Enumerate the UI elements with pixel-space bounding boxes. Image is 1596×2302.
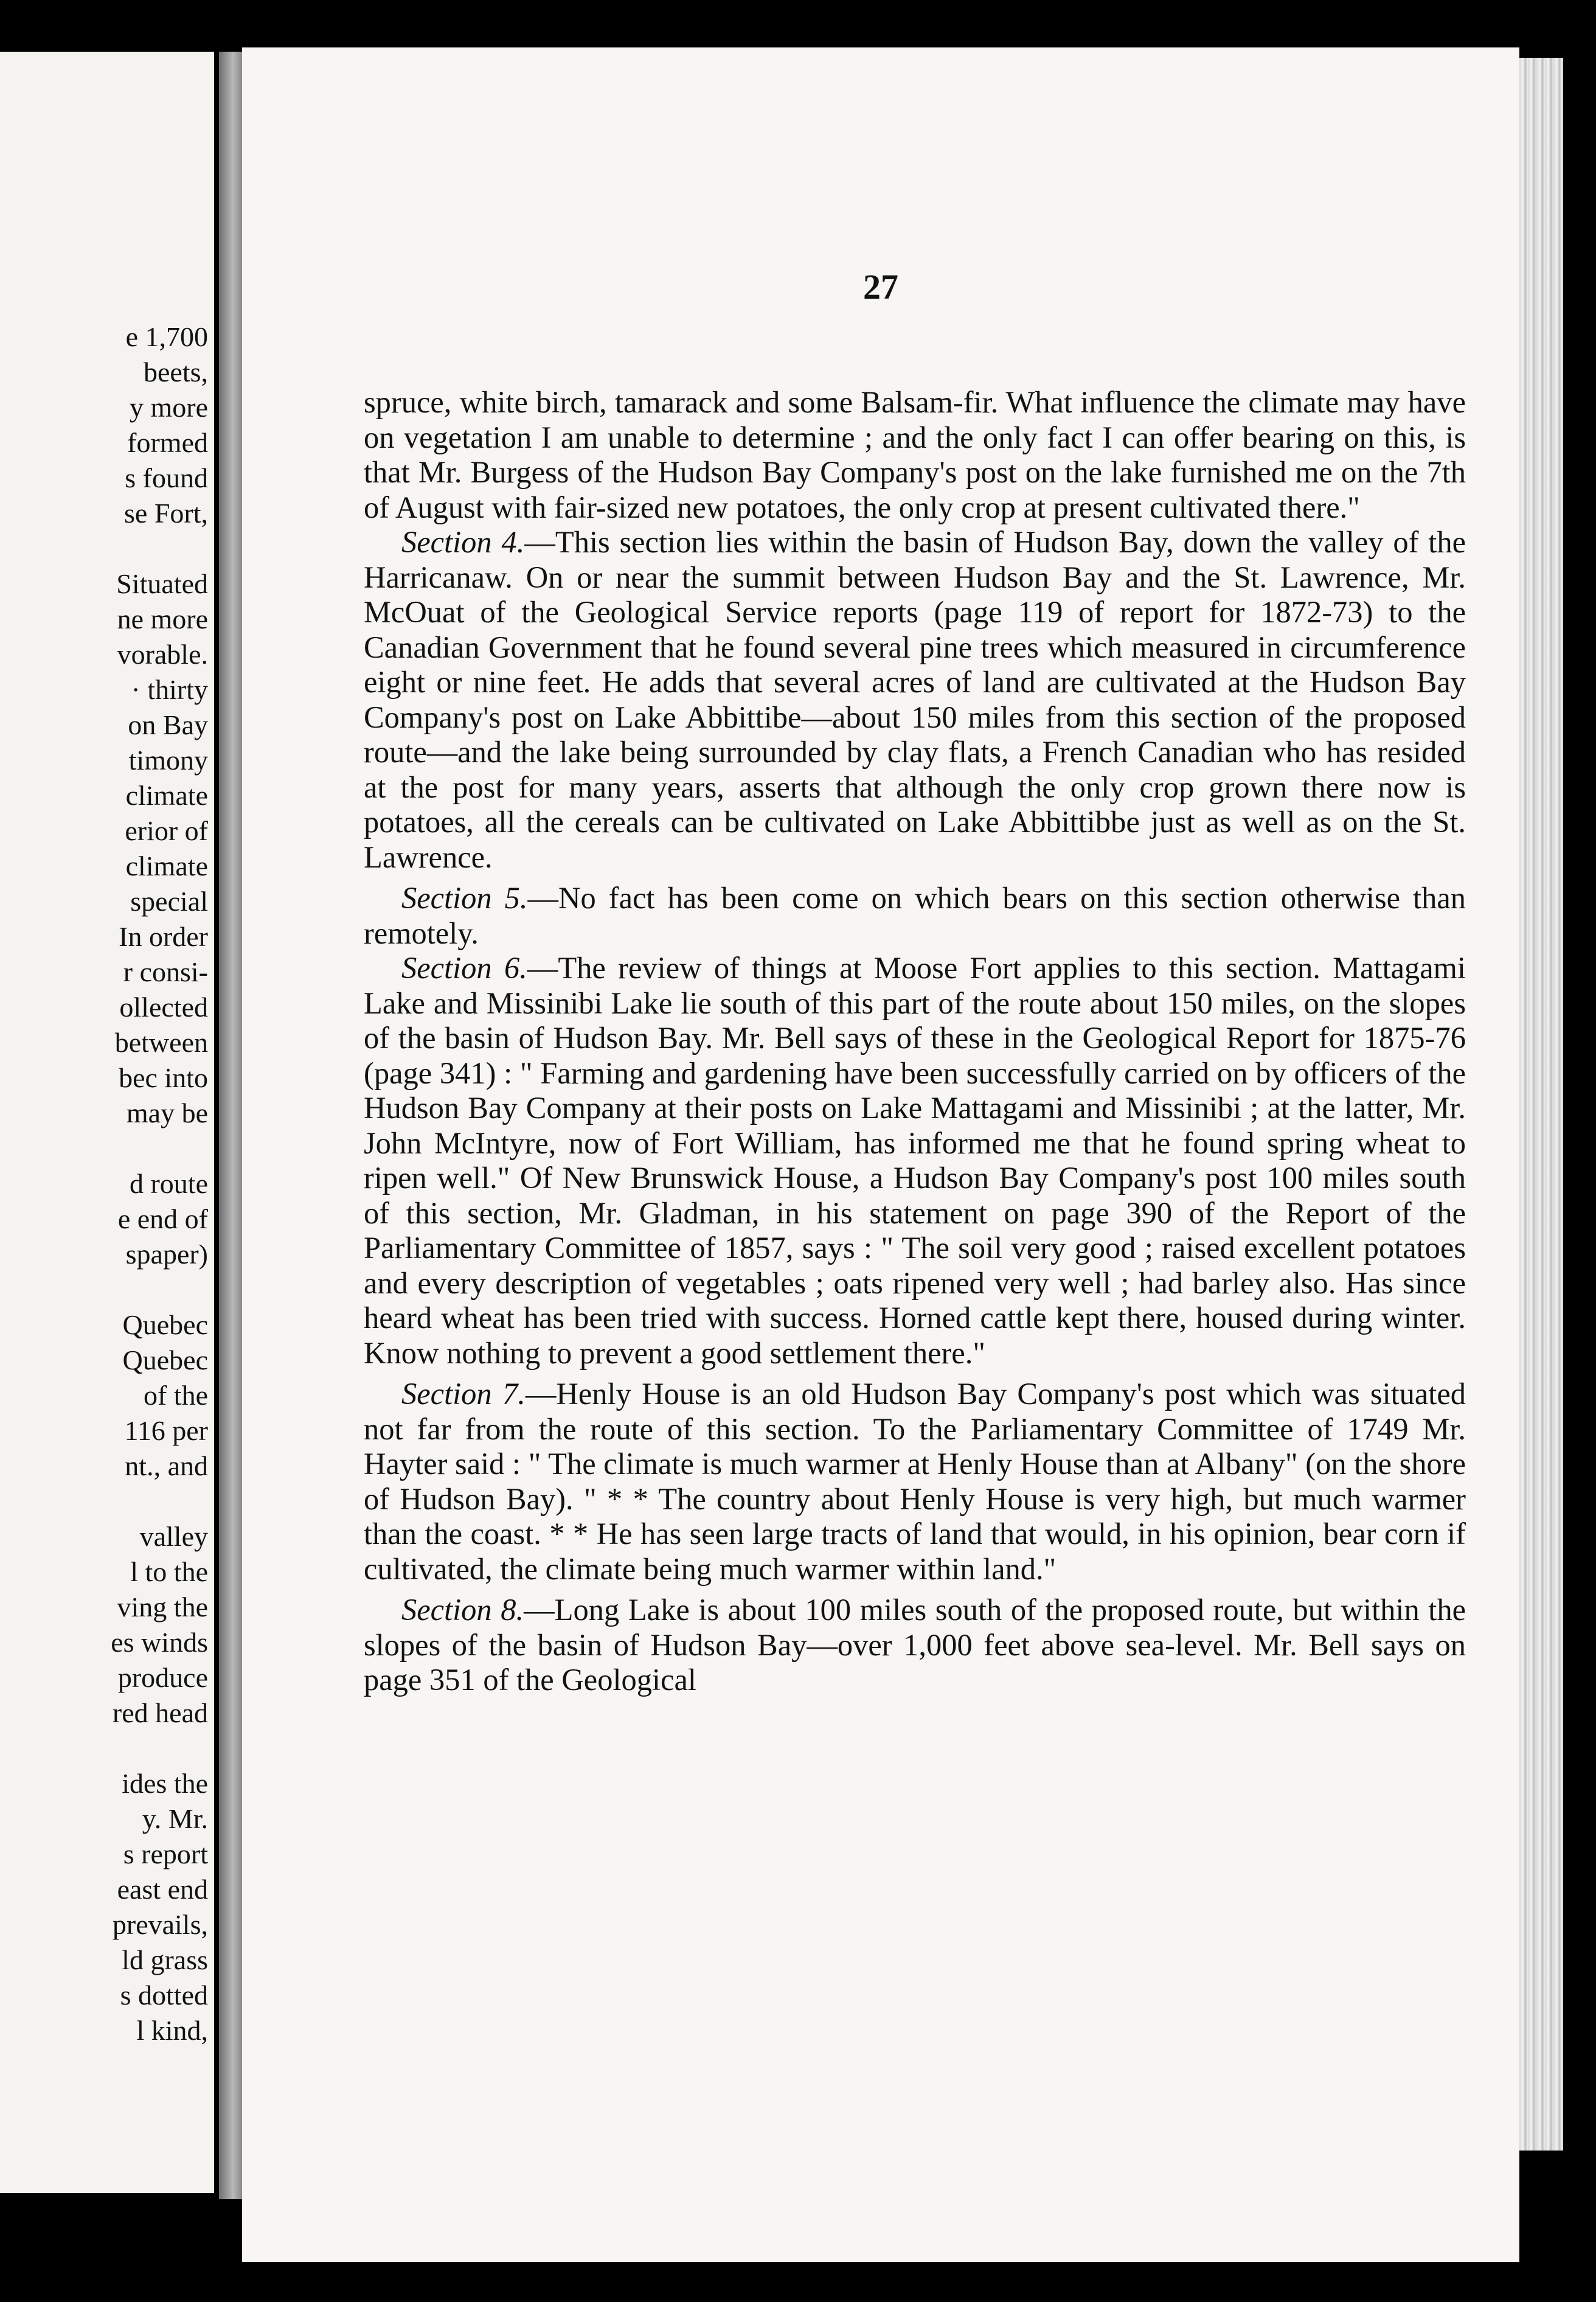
left-page-line: · thirty [131, 674, 208, 705]
left-page-line: l to the [130, 1556, 208, 1587]
paragraph-continuation [364, 385, 1466, 525]
left-page [0, 52, 214, 2193]
left-page-line: ving the [117, 1591, 208, 1622]
left-page-line: special [130, 886, 208, 917]
section-heading: Section 8. [401, 1593, 524, 1627]
left-page-line: nt., and [125, 1450, 208, 1481]
left-page-line: may be [126, 1097, 208, 1128]
left-page-line: Quebec [122, 1309, 208, 1340]
section-heading: Section 4. [401, 525, 525, 559]
left-page-line: produce [117, 1662, 208, 1693]
left-page-line: y more [129, 392, 208, 423]
paragraph-text: —The review of things at Moose Fort applies to this section. Mattagami Lake and Missinibi Lake lie south of this part of the route about 150 miles, on the slopes of the basin of Hudson Bay. Mr. Bell says of these in the Geological Report for 1875-76 (page 341) : " Farming and gardening have been successfully carried on by officers of the Hudson Bay Company at their posts on Lake Mattagami and Missinibi ; at the latter, Mr. John McIntyre, now of Fort William, has informed me that he found spring wheat to ripen well." Of New Brunswick House, a Hudson Bay Company's post 100 miles south of this section, Mr. Gladman, in his statement on page 390 of the Report of the Parliamentary Committee of 1857, says : " The soil very good ; raised excellent potatoes and every description of vegetables ; oats ripened very well ; had barley also. Has since heard wheat has been tried with success. Horned cattle kept there, housed during winter. Know nothing to prevent a good settlement there." [364, 951, 1466, 1370]
left-page-line: r consi- [123, 956, 208, 987]
left-page-line: e end of [117, 1203, 208, 1234]
left-page-line: s found [125, 462, 208, 493]
left-page-line: vorable. [117, 639, 208, 670]
paragraph-text: —Long Lake is about 100 miles south of the proposed route, but within the slopes of the basin of Hudson Bay—over 1,000 feet above sea-level. Mr. Bell says on page 351 of the Geological [364, 1593, 1466, 1697]
left-page-line: ld grass [122, 1944, 208, 1975]
left-page-line: e 1,700 [125, 321, 208, 352]
section-heading: Section 5. [401, 881, 528, 915]
page-edges [1519, 58, 1563, 2151]
body-text [364, 385, 1466, 1698]
left-page-line: y. Mr. [142, 1803, 208, 1834]
left-page-line: In order [119, 921, 208, 952]
left-page-line: bec into [119, 1062, 208, 1093]
right-page [242, 47, 1519, 2262]
paragraph-section-6 [364, 951, 1466, 1371]
left-page-line: east end [117, 1874, 208, 1905]
left-page-line: of the [143, 1380, 208, 1411]
left-page-line: ollected [119, 992, 208, 1023]
left-page-line: Quebec [122, 1344, 208, 1375]
left-page-line: 116 per [124, 1415, 208, 1446]
section-heading: Section 6. [401, 951, 527, 985]
left-page-line: s report [123, 1838, 208, 1869]
paragraph-text: spruce, white birch, tamarack and some Balsam-fir. What influence the climate may have on vegetation I am unable to determine ; and the only fact I can offer bearing on this, is that Mr. Burgess of the Hudson Bay Company's post on the lake furnished me on the 7th of August with fair-sized new potatoes, the only crop at present cultivated there." [364, 385, 1466, 524]
left-page-line: prevails, [112, 1909, 208, 1940]
paragraph-text: —No fact has been come on which bears on this section otherwise than remotely. [364, 881, 1466, 950]
section-heading: Section 7. [401, 1377, 526, 1411]
paragraph-section-8 [364, 1593, 1466, 1698]
left-page-line: valley [139, 1521, 208, 1552]
paragraph-text: —This section lies within the basin of Hudson Bay, down the valley of the Harricanaw. On or near the summit between Hudson Bay and the St. Lawrence, Mr. McOuat of the Geological Service reports (page 119 of report for 1872-73) to the Canadian Government that he found several pine trees which measured in circumference eight or nine feet. He adds that several acres of land are cultivated at the Hudson Bay Company's post on Lake Abbittibe—about 150 miles from this section of the proposed route—and the lake being surrounded by clay flats, a French Canadian who has resided at the post for many years, asserts that although the only crop grown there now is potatoes, all the cereals can be cultivated on Lake Abbittibbe just as well as on the St. Lawrence. [364, 525, 1466, 874]
paragraph-section-5 [364, 881, 1466, 951]
left-page-line: red head [112, 1697, 208, 1728]
left-page-line: spaper) [125, 1239, 208, 1270]
left-page-line: d route [129, 1168, 208, 1199]
left-page-line: ides the [122, 1768, 208, 1799]
left-page-line: on Bay [128, 709, 208, 740]
paragraph-text: —Henly House is an old Hudson Bay Company's post which was situated not far from the route of this section. To the Parliamentary Committee of 1749 Mr. Hayter said : " The climate is much warmer at Henly House than at Albany" (on the shore of Hudson Bay). " * * The country about Henly House is very high, but much warmer than the coast. * * He has seen large tracts of land that would, in his opinion, bear corn if cultivated, the climate being much warmer within land." [364, 1377, 1466, 1586]
left-page-line: ne more [117, 603, 208, 635]
left-page-line: erior of [125, 815, 208, 846]
paragraph-section-4 [364, 525, 1466, 875]
left-page-line: climate [125, 850, 208, 882]
left-page-line: formed [127, 427, 208, 458]
left-page-line: timony [128, 745, 208, 776]
left-page-line: se Fort, [124, 498, 208, 529]
left-page-line: beets, [143, 356, 208, 388]
left-page-line: l kind, [136, 2015, 208, 2046]
page-number: 27 [863, 267, 898, 307]
left-page-line: between [114, 1027, 208, 1058]
left-page-line: Situated [116, 568, 208, 599]
left-page-line: climate [125, 780, 208, 811]
left-page-line: es winds [111, 1627, 208, 1658]
left-page-line: s dotted [120, 1980, 208, 2011]
paragraph-section-7 [364, 1377, 1466, 1587]
book-binding [219, 52, 242, 2199]
